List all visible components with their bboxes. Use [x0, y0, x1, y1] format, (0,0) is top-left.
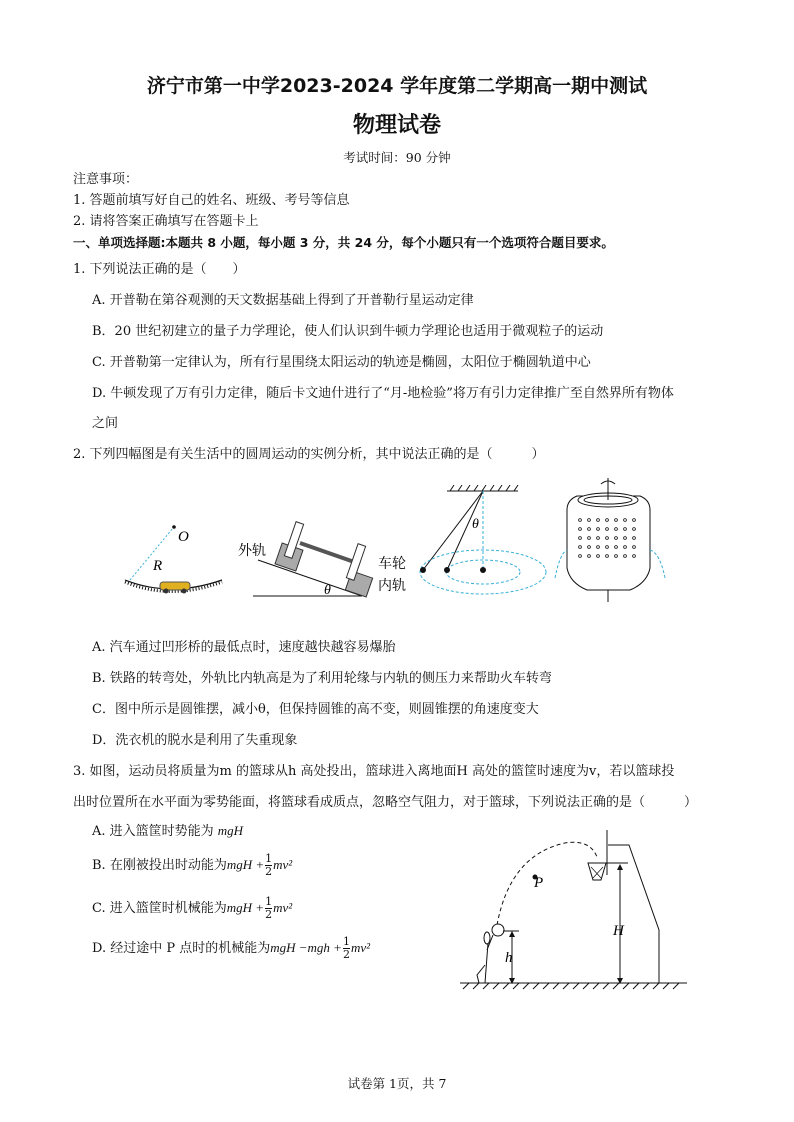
question-2-stem: 2. 下列四幅图是有关生活中的圆周运动的实例分析，其中说法正确的是（ ） [73, 447, 545, 462]
q1-option-b: B．20 世纪初建立的量子力学理论，使人们认识到牛顿力学理论也适用于微观粒子的运动 [92, 324, 604, 339]
label-theta: θ [472, 517, 479, 532]
section-heading: 一、单项选择题:本题共 8 小题，每小题 3 分，共 24 分，每个小题只有一个选项符合题目要求。 [73, 235, 614, 250]
label-inner-rail: 内轨 [378, 579, 406, 594]
notes-heading: 注意事项： [73, 172, 139, 187]
label-big-h: H [613, 923, 624, 939]
exam-subject: 物理试卷 [352, 113, 441, 138]
label-h: h [505, 950, 513, 966]
basketball-figure [455, 825, 695, 995]
q1-option-a: A. 开普勒在第谷观测的天文数据基础上得到了开普勒行星运动定律 [92, 293, 474, 308]
question-3-stem-cont: 出时位置所在水平面为零势能面，将篮球看成质点，忽略空气阻力，对于篮球，下列说法正确的是（ ） [73, 795, 698, 810]
railway-figure [238, 522, 406, 598]
q3-option-d: D. 经过途中 P 点时的机械能为mgH −mgh + $\frac{1}{2}$ mv² [92, 935, 371, 961]
question-1-stem: 1. 下列说法正确的是（ ） [73, 262, 246, 277]
q2-option-b: B. 铁路的转弯处，外轨比内轨高是为了利用轮缘与内轨的侧压力来帮助火车转弯 [92, 671, 552, 686]
car-icon [160, 582, 190, 590]
question-3-stem: 3. 如图，运动员将质量为m 的篮球从h 高处投出，篮球进入离地面H 高处的篮筐时速度为v，若以篮球投 [73, 764, 675, 779]
note-item: 1. 答题前填写好自己的姓名、班级、考号等信息 [73, 193, 350, 208]
q3-option-b: B. 在刚被投出时动能为mgH + $\frac{1}{2}$ mv² [92, 852, 293, 878]
exam-time: 考试时间：90 分钟 [343, 150, 451, 165]
note-item: 2. 请将答案正确填写在答题卡上 [73, 214, 259, 229]
label-r: R [153, 558, 163, 574]
exam-title: 济宁市第一中学2023-2024 学年度第二学期高一期中测试 [146, 75, 648, 97]
q1-option-c: C. 开普勒第一定律认为，所有行星围绕太阳运动的轨迹是椭圆，太阳位于椭圆轨道中心 [92, 355, 591, 370]
conical-pendulum-figure [420, 485, 546, 594]
label-o: O [178, 529, 189, 545]
label-wheel: 车轮 [378, 557, 406, 572]
washing-machine-figure [555, 478, 665, 602]
q2-option-a: A. 汽车通过凹形桥的最低点时，速度越快越容易爆胎 [92, 640, 396, 655]
q2-option-c: C．图中所示是圆锥摆，减小θ，但保持圆锥的高不变，则圆锥摆的角速度变大 [92, 702, 539, 717]
q3-option-c: C. 进入篮筐时机械能为mgH + $\frac{1}{2}$ mv² [92, 895, 293, 921]
bridge-figure [125, 525, 222, 593]
q2-figures [110, 478, 670, 603]
q1-option-d-cont: 之间 [92, 416, 119, 431]
q3-option-a: A. 进入篮筐时势能为 mgH [92, 823, 244, 839]
label-p: P [534, 875, 544, 891]
label-theta: θ [324, 583, 331, 598]
label-outer-rail: 外轨 [238, 544, 266, 559]
q1-option-d: D. 牛顿发现了万有引力定律，随后卡文迪什进行了“月-地检验”将万有引力定律推广至自然界所有物体 [92, 386, 674, 401]
page-footer: 试卷第 1页，共 7 [347, 1076, 447, 1091]
q2-option-d: D．洗衣机的脱水是利用了失重现象 [92, 733, 298, 748]
